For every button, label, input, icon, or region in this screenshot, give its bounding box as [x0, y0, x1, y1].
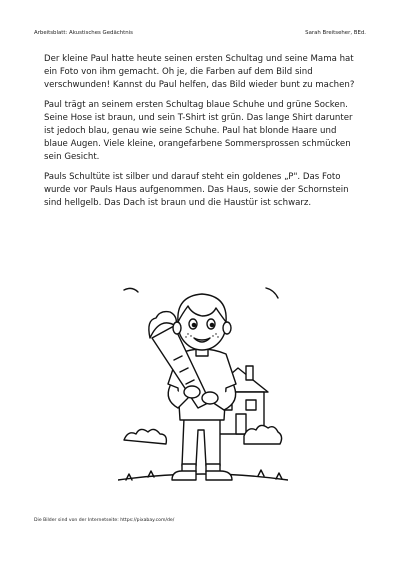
trousers: [182, 418, 220, 466]
boy-coloring-picture: [118, 280, 288, 515]
boy-with-school-cone-icon: [118, 280, 288, 515]
hand-right: [202, 392, 218, 404]
pupil-right: [210, 323, 213, 326]
paragraph-clothing: Paul trägt an seinem ersten Schultag blaue Schuhe und grüne Socken. Seine Hose ist braun, und sein T-Shirt ist grün. Das lange Shirt darunter ist jedoch blau, genau wie seine Schuhe. Paul hat blonde Haare und blaue Augen. Viele kleine, orangefarbene Sommersprossen schmücken sein Gesicht.: [44, 99, 353, 163]
story-text: [44, 53, 362, 216]
ear-left: [173, 322, 181, 334]
decoration-stroke: [124, 288, 138, 292]
chimney: [246, 366, 253, 380]
house-window: [246, 400, 256, 410]
ear-right: [223, 322, 231, 334]
author-name: Sarah Breitseher, BEd.: [305, 30, 366, 36]
decoration-stroke: [266, 288, 278, 298]
ground-line: [118, 474, 288, 480]
paragraph-intro: Der kleine Paul hatte heute seinen ersten Schultag und seine Mama hat ein Foto von ihm gemacht. Oh je, die Farben auf dem Bild sind verschwunden! Kannst du Paul helfen, das Bild wieder bunt zu machen?: [44, 54, 355, 91]
worksheet-title: Arbeitsblatt: Akustisches Gedächtnis: [34, 30, 133, 36]
bush-left: [124, 429, 166, 444]
image-source-credit: Die Bilder sind von der Internetseite: https://pixabay.com/de/: [34, 518, 175, 523]
page-header: [34, 30, 366, 42]
hand-left: [184, 386, 200, 398]
grass: [126, 470, 282, 480]
shoe-right: [206, 471, 232, 480]
pupil-left: [192, 323, 195, 326]
paragraph-house: Pauls Schultüte ist silber und darauf steht ein goldenes „P". Das Foto wurde vor Pauls Haus aufgenommen. Das Haus, sowie der Schornstein sind hellgelb. Das Dach ist braun und die Haustür ist schwarz.: [44, 171, 349, 209]
shoe-left: [172, 471, 196, 480]
house-door: [236, 414, 246, 434]
